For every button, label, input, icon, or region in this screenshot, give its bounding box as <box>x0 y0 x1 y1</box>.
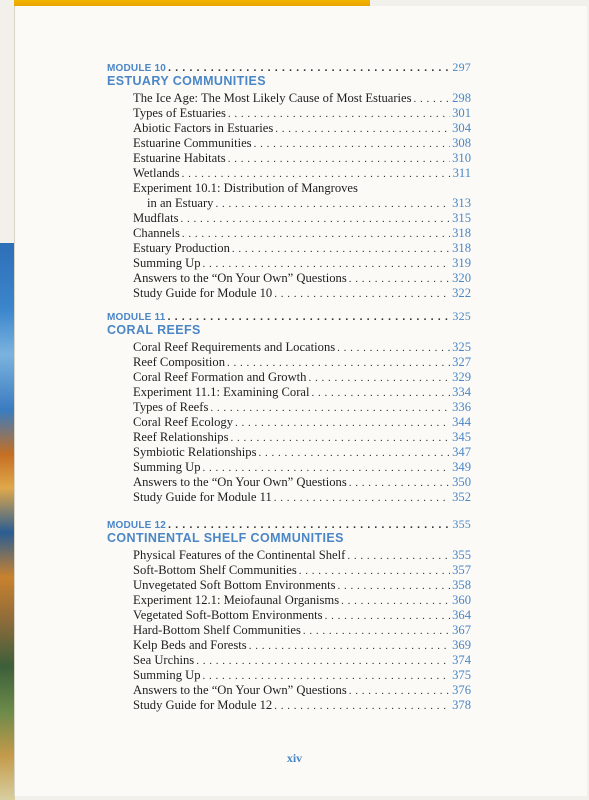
toc-entry[interactable] <box>133 593 471 608</box>
dot-leader <box>167 311 450 323</box>
entry-title: Estuarine Habitats <box>133 151 226 165</box>
dot-leader <box>203 669 451 684</box>
dot-leader <box>303 624 450 639</box>
module-page-number[interactable]: 297 <box>452 60 471 74</box>
toc-entry[interactable] <box>133 578 471 593</box>
module-heading <box>107 518 471 530</box>
entry-page-number[interactable]: 318 <box>452 226 471 240</box>
toc-entry[interactable] <box>133 151 471 166</box>
dot-leader <box>338 579 451 594</box>
entry-title: Unvegetated Soft Bottom Environments <box>133 578 336 592</box>
entry-page-number[interactable]: 311 <box>452 166 471 180</box>
dot-leader <box>231 431 451 446</box>
toc-entry[interactable] <box>133 698 471 713</box>
entry-title: Reef Composition <box>133 355 225 369</box>
dot-leader <box>312 386 451 401</box>
dot-leader <box>196 654 450 669</box>
toc-entry[interactable] <box>133 340 471 355</box>
page-folio: xiv <box>286 751 303 765</box>
entry-title: Symbiotic Relationships <box>133 445 257 459</box>
module-12-section <box>107 518 471 713</box>
entry-title: Summing Up <box>133 256 201 270</box>
module-label: MODULE 10 <box>107 63 167 74</box>
toc-entry[interactable] <box>133 241 471 256</box>
entry-title: Types of Reefs <box>133 400 209 414</box>
dot-leader <box>275 122 450 137</box>
module-title: CONTINENTAL SHELF COMMUNITIES <box>107 531 344 545</box>
entry-title: Summing Up <box>133 460 201 474</box>
entry-title: Types of Estuaries <box>133 106 226 120</box>
entry-title: Channels <box>133 226 180 240</box>
dot-leader <box>182 167 451 182</box>
toc-entry[interactable] <box>133 136 471 151</box>
module-heading <box>107 61 471 73</box>
dot-leader <box>227 356 450 371</box>
entry-title: Coral Reef Ecology <box>133 415 234 429</box>
entry-page-number[interactable]: 369 <box>452 638 471 652</box>
module-heading <box>107 310 471 322</box>
entry-page-number[interactable]: 374 <box>452 653 471 667</box>
entry-page-number[interactable]: 310 <box>452 151 471 165</box>
toc-entry[interactable] <box>133 211 471 226</box>
entry-title: Soft-Bottom Shelf Communities <box>133 563 297 577</box>
entry-page-number[interactable]: 336 <box>452 400 471 414</box>
entry-title: Answers to the “On Your Own” Questions <box>133 271 347 285</box>
entry-title: Hard-Bottom Shelf Communities <box>133 623 301 637</box>
entry-title: Physical Features of the Continental Shelf <box>133 548 346 562</box>
entry-page-number[interactable]: 329 <box>452 370 471 384</box>
dot-leader <box>210 401 450 416</box>
toc-entry[interactable] <box>133 608 471 623</box>
entry-page-number[interactable]: 364 <box>452 608 471 622</box>
entry-title: Experiment 11.1: Examining Coral <box>133 385 310 399</box>
entry-page-number[interactable]: 360 <box>452 593 471 607</box>
entry-page-number[interactable]: 350 <box>452 475 471 489</box>
entry-title: Experiment 10.1: Distribution of Mangroves <box>133 181 358 195</box>
dot-leader <box>299 564 450 579</box>
entry-page-number[interactable]: 308 <box>452 136 471 150</box>
dot-leader <box>215 197 450 212</box>
dot-leader <box>414 92 451 107</box>
entry-page-number[interactable]: 298 <box>452 91 471 105</box>
entry-title: Estuarine Communities <box>133 136 252 150</box>
toc-entry[interactable] <box>133 475 471 490</box>
entry-title: Study Guide for Module 10 <box>133 286 273 300</box>
dot-leader <box>274 287 450 302</box>
module-11-section <box>107 310 471 505</box>
module-10-section <box>107 61 471 301</box>
coral-reef-photo-strip <box>0 243 15 800</box>
toc-entry[interactable] <box>133 166 471 181</box>
entry-title: in an Estuary <box>147 196 214 210</box>
entry-page-number[interactable]: 322 <box>452 286 471 300</box>
dot-leader <box>259 446 451 461</box>
dot-leader <box>232 242 450 257</box>
entry-page-number[interactable]: 327 <box>452 355 471 369</box>
entry-title: Experiment 12.1: Meiofaunal Organisms <box>133 593 340 607</box>
entry-page-number[interactable]: 318 <box>452 241 471 255</box>
entry-title: Mudflats <box>133 211 179 225</box>
dot-leader <box>308 371 450 386</box>
entry-title: Vegetated Soft-Bottom Environments <box>133 608 323 622</box>
module-page-number[interactable]: 355 <box>452 517 471 531</box>
toc-entry[interactable] <box>133 370 471 385</box>
dot-leader <box>337 341 450 356</box>
entry-list <box>133 548 471 713</box>
entry-page-number[interactable]: 320 <box>452 271 471 285</box>
dot-leader <box>228 152 450 167</box>
entry-title: Kelp Beds and Forests <box>133 638 247 652</box>
toc-entry[interactable] <box>133 623 471 638</box>
entry-title: Answers to the “On Your Own” Questions <box>133 475 347 489</box>
entry-page-number[interactable]: 304 <box>452 121 471 135</box>
toc-entry[interactable] <box>133 400 471 415</box>
module-label: MODULE 11 <box>107 312 166 323</box>
dot-leader <box>274 491 450 506</box>
dot-leader <box>349 476 450 491</box>
module-page-number[interactable]: 325 <box>452 309 471 323</box>
entry-page-number[interactable]: 319 <box>452 256 471 270</box>
module-label: MODULE 12 <box>107 520 167 531</box>
module-title: ESTUARY COMMUNITIES <box>107 74 266 88</box>
entry-page-number[interactable]: 355 <box>452 548 471 562</box>
dot-leader <box>274 699 450 714</box>
dot-leader <box>325 609 451 624</box>
entry-page-number[interactable]: 334 <box>452 385 471 399</box>
toc-entry[interactable] <box>133 256 471 271</box>
dot-leader <box>203 461 451 476</box>
toc-entry[interactable] <box>133 121 471 136</box>
toc-entry[interactable] <box>133 460 471 475</box>
dot-leader <box>249 639 450 654</box>
entry-page-number[interactable]: 349 <box>452 460 471 474</box>
entry-page-number[interactable]: 376 <box>452 683 471 697</box>
toc-entry[interactable] <box>133 181 471 196</box>
entry-page-number[interactable]: 378 <box>452 698 471 712</box>
toc-entry[interactable] <box>133 91 471 106</box>
entry-page-number[interactable]: 301 <box>452 106 471 120</box>
entry-page-number[interactable]: 347 <box>452 445 471 459</box>
dot-leader <box>254 137 451 152</box>
dot-leader <box>341 594 450 609</box>
entry-title: Answers to the “On Your Own” Questions <box>133 683 347 697</box>
toc-entry[interactable] <box>133 385 471 400</box>
dot-leader <box>203 257 451 272</box>
toc-entry[interactable] <box>133 563 471 578</box>
entry-list <box>133 340 471 505</box>
entry-title: Reef Relationships <box>133 430 229 444</box>
dot-leader <box>182 227 450 242</box>
entry-page-number[interactable]: 345 <box>452 430 471 444</box>
entry-page-number[interactable]: 358 <box>452 578 471 592</box>
entry-title: Coral Reef Requirements and Locations <box>133 340 336 354</box>
entry-list <box>133 91 471 301</box>
toc-entry[interactable] <box>133 548 471 563</box>
toc-entry[interactable] <box>133 638 471 653</box>
dot-leader <box>347 549 450 564</box>
entry-title: Study Guide for Module 11 <box>133 490 272 504</box>
entry-title: Estuary Production <box>133 241 230 255</box>
entry-title: Study Guide for Module 12 <box>133 698 273 712</box>
toc-entry[interactable] <box>133 286 471 301</box>
entry-title: The Ice Age: The Most Likely Cause of Most Estuaries <box>133 91 412 105</box>
entry-title: Summing Up <box>133 668 201 682</box>
toc-entry[interactable] <box>133 415 471 430</box>
entry-page-number[interactable]: 357 <box>452 563 471 577</box>
dot-leader <box>180 212 450 227</box>
entry-page-number[interactable]: 367 <box>452 623 471 637</box>
toc-entry[interactable] <box>133 271 471 286</box>
entry-page-number[interactable]: 344 <box>452 415 471 429</box>
toc-entry[interactable] <box>133 653 471 668</box>
toc-entry[interactable] <box>133 430 471 445</box>
entry-page-number[interactable]: 313 <box>452 196 471 210</box>
entry-title: Wetlands <box>133 166 180 180</box>
toc-entry[interactable] <box>133 668 471 683</box>
entry-title: Sea Urchins <box>133 653 195 667</box>
dot-leader <box>228 107 450 122</box>
dot-leader <box>235 416 450 431</box>
toc-entry[interactable] <box>133 226 471 241</box>
entry-title: Coral Reef Formation and Growth <box>133 370 307 384</box>
entry-title: Abiotic Factors in Estuaries <box>133 121 274 135</box>
toc-entry[interactable] <box>133 355 471 370</box>
toc-entry[interactable] <box>133 683 471 698</box>
dot-leader <box>349 272 450 287</box>
module-title: CORAL REEFS <box>107 323 201 337</box>
toc-entry[interactable] <box>133 196 471 211</box>
entry-page-number[interactable]: 325 <box>452 340 471 354</box>
dot-leader <box>349 684 450 699</box>
toc-entry[interactable] <box>133 445 471 460</box>
entry-page-number[interactable]: 315 <box>452 211 471 225</box>
toc-entry[interactable] <box>133 106 471 121</box>
entry-page-number[interactable]: 375 <box>452 668 471 682</box>
toc-entry[interactable] <box>133 490 471 505</box>
entry-page-number[interactable]: 352 <box>452 490 471 504</box>
